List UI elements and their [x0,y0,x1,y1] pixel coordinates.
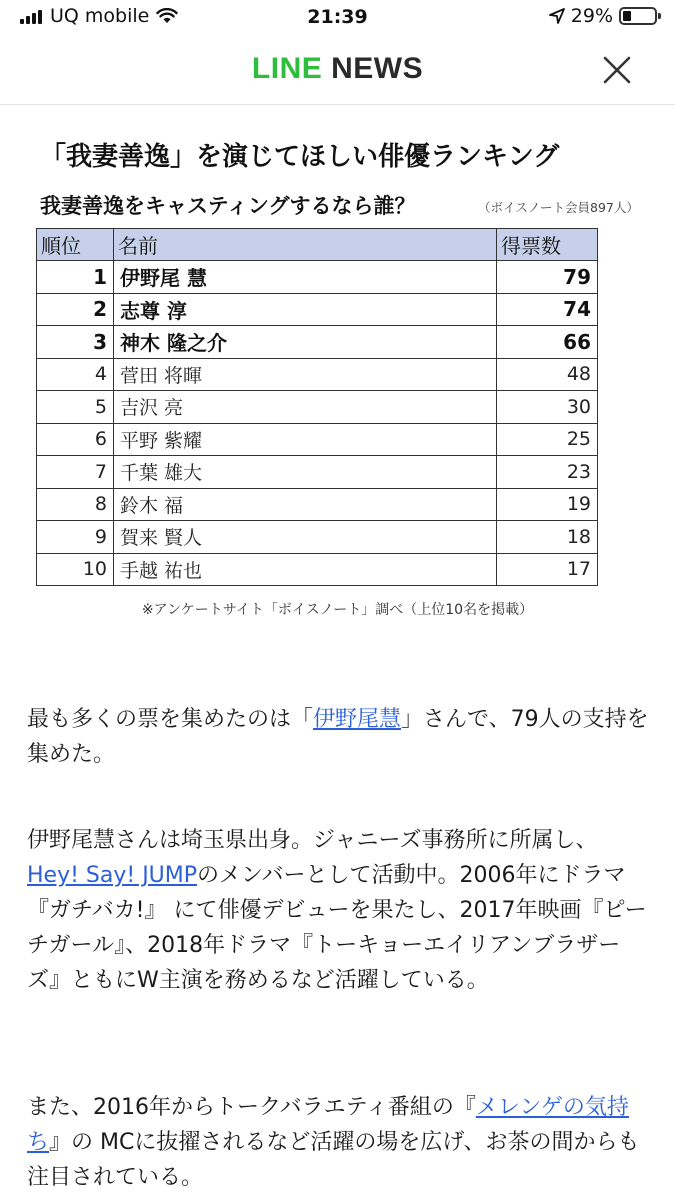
close-icon[interactable] [599,52,635,88]
name-cell: 賀来 賢人 [114,521,497,554]
link-merenge-no-kimochi[interactable]: メレンゲの気持ち [27,1095,629,1155]
status-bar [0,0,675,38]
votes-cell: 17 [497,553,598,586]
votes-cell: 23 [497,456,598,489]
article-paragraph: 伊野尾慧さんは埼玉県出身。ジャニーズ事務所に所属し、Hey! Say! JUMPのメンバーとして活動中。2006年にドラマ『ガチバカ!』 にて俳優デビューを果たし、2017年映画『ピーチガール』、2018年ドラマ『トーキョーエイリアンブラザーズ』ともにW主演を務めるなど活躍している。 [27,828,647,993]
rank-cell: 1 [37,261,114,294]
article-paragraph: また、2016年からトークバラエティ番組の『メレンゲの気持ち』の MCに抜擢されるなど活躍の場を広げ、お茶の間からも注目されている。 [27,1095,640,1190]
battery-percent: 29% [570,5,613,27]
name-cell: 志尊 淳 [114,293,497,326]
rank-cell: 6 [37,423,114,456]
name-cell: 吉沢 亮 [114,391,497,424]
name-cell: 神木 隆之介 [114,326,497,359]
rank-cell: 3 [37,326,114,359]
link-ino-kei[interactable]: 伊野尾慧 [313,707,402,732]
votes-cell: 30 [497,391,598,424]
votes-cell: 79 [497,261,598,294]
rank-cell: 8 [37,488,114,521]
battery-icon [619,7,657,25]
ranking-table [36,228,598,586]
app-header [0,38,675,105]
name-cell: 鈴木 福 [114,488,497,521]
table-header-row [37,229,598,261]
name-cell: 菅田 将暉 [114,358,497,391]
figure-note: （ボイスノート会員897人） [478,200,639,215]
rank-cell: 2 [37,293,114,326]
figure-title: 「我妻善逸」を演じてほしい俳優ランキング [40,142,560,172]
name-cell: 千葉 雄大 [114,456,497,489]
table-row [37,521,598,554]
name-cell: 手越 祐也 [114,553,497,586]
rank-cell: 10 [37,553,114,586]
column-header-votes: 得票数 [497,229,598,261]
table-row [37,391,598,424]
votes-cell: 25 [497,423,598,456]
figure-source: ※アンケートサイト「ボイスノート」調べ（上位10名を掲載） [141,602,534,618]
name-cell: 伊野尾 慧 [114,261,497,294]
column-header-name: 名前 [114,229,497,261]
table-row [37,261,598,294]
rank-cell: 9 [37,521,114,554]
table-row [37,358,598,391]
table-row [37,488,598,521]
rank-cell: 4 [37,358,114,391]
line-news-logo: LINE NEWS [251,52,424,85]
rank-cell: 5 [37,391,114,424]
figure-subtitle: 我妻善逸をキャスティングするなら誰？ [40,194,416,218]
votes-cell: 19 [497,488,598,521]
location-arrow-icon [549,8,565,24]
votes-cell: 66 [497,326,598,359]
name-cell: 平野 紫耀 [114,423,497,456]
link-hey-say-jump[interactable]: Hey! Say! JUMP [27,863,198,888]
table-row [37,553,598,586]
clock: 21:39 [307,6,368,28]
votes-cell: 74 [497,293,598,326]
rank-cell: 7 [37,456,114,489]
table-row [37,293,598,326]
carrier-name: UQ mobile [50,5,150,27]
table-row [37,423,598,456]
table-row [37,326,598,359]
votes-cell: 48 [497,358,598,391]
table-row [37,456,598,489]
article-paragraph: 最も多くの票を集めたのは「伊野尾慧」さんで、79人の支持を集めた。 [27,707,649,767]
votes-cell: 18 [497,521,598,554]
column-header-rank: 順位 [37,229,114,261]
